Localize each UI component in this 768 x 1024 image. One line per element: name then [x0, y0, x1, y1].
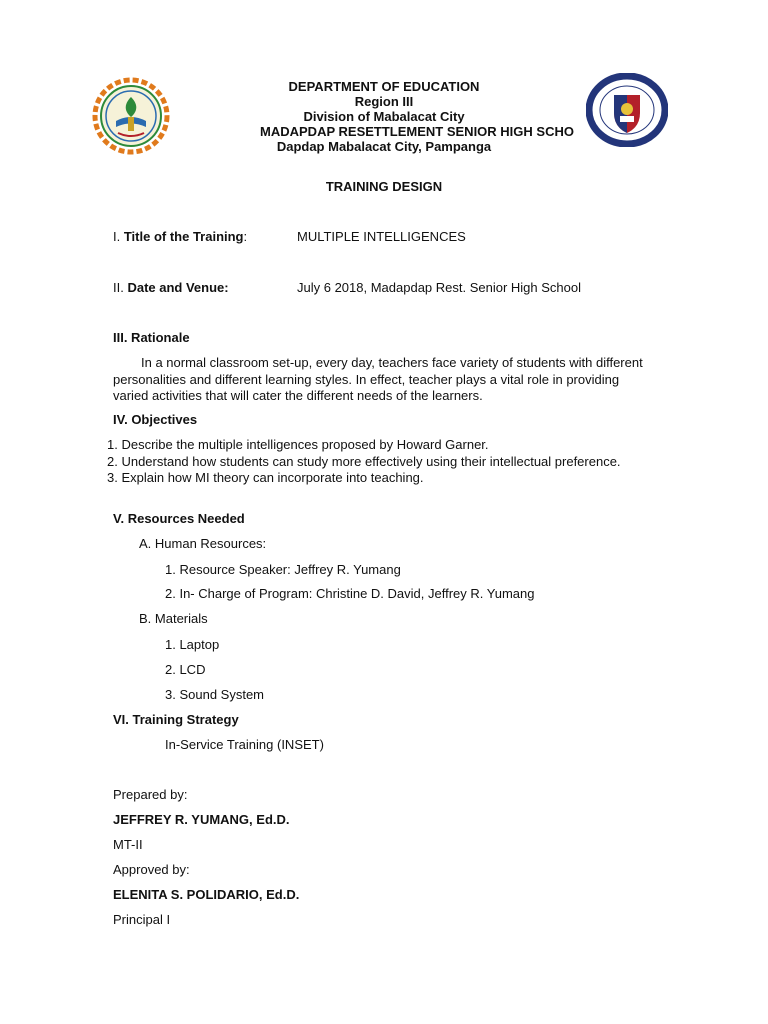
human-resources-label: A. Human Resources: — [139, 536, 267, 551]
section-label: Date and Venue: — [127, 280, 229, 295]
material-item: 2. LCD — [165, 662, 206, 677]
division-name: Division of Mabalacat City — [303, 109, 465, 124]
rationale-line: varied activities that will cater the different needs of the learners. — [113, 388, 483, 403]
approved-by-title: Principal I — [113, 912, 171, 927]
section-colon: : — [243, 229, 248, 244]
material-item: 1. Laptop — [165, 637, 220, 652]
approved-by-label: Approved by: — [113, 862, 190, 877]
objective-item: 1. Describe the multiple intelligences proposed by Howard Garner. — [107, 437, 489, 452]
resources-heading: V. Resources Needed — [113, 511, 245, 526]
prepared-by-title: MT-II — [113, 837, 143, 852]
materials-label: B. Materials — [139, 611, 208, 626]
rationale-line: In a normal classroom set-up, every day, teachers face variety of students with different — [141, 355, 643, 370]
objective-item: 2. Understand how students can study more effectively using their intellectual preference. — [107, 454, 621, 469]
prepared-by-label: Prepared by: — [113, 787, 188, 802]
prepared-by-name: JEFFREY R. YUMANG, Ed.D. — [113, 812, 290, 827]
human-resource-item: 2. In- Charge of Program: Christine D. David, Jeffrey R. Yumang — [165, 586, 535, 601]
letterhead — [0, 79, 768, 154]
section-number: II. — [113, 280, 128, 295]
rationale-heading: III. Rationale — [113, 330, 190, 345]
date-venue-value: July 6 2018, Madapdap Rest. Senior High School — [297, 280, 582, 295]
document-title: TRAINING DESIGN — [325, 179, 443, 194]
approved-by-name: ELENITA S. POLIDARIO, Ed.D. — [113, 887, 300, 902]
section-number: I. — [113, 229, 124, 244]
human-resource-item: 1. Resource Speaker: Jeffrey R. Yumang — [165, 562, 401, 577]
training-strategy-value: In-Service Training (INSET) — [165, 737, 324, 752]
school-name: MADAPDAP RESETTLEMENT SENIOR HIGH SCHO — [260, 124, 574, 139]
section-date-venue — [113, 280, 229, 295]
school-address: Dapdap Mabalacat City, Pampanga — [276, 139, 492, 154]
training-title-value: MULTIPLE INTELLIGENCES — [297, 229, 466, 244]
section-title-of-training — [113, 229, 247, 244]
objective-item: 3. Explain how MI theory can incorporate into teaching. — [107, 470, 424, 485]
section-label: Title of the Training — [123, 229, 244, 244]
rationale-line: personalities and different learning styles. In effect, teacher plays a vital role in providing — [113, 371, 620, 387]
training-strategy-heading: VI. Training Strategy — [113, 712, 239, 727]
department-name: DEPARTMENT OF EDUCATION — [288, 79, 480, 94]
material-item: 3. Sound System — [165, 687, 264, 702]
objectives-heading: IV. Objectives — [113, 412, 198, 427]
rationale-paragraph — [113, 355, 733, 405]
region-name: Region III — [354, 94, 414, 109]
